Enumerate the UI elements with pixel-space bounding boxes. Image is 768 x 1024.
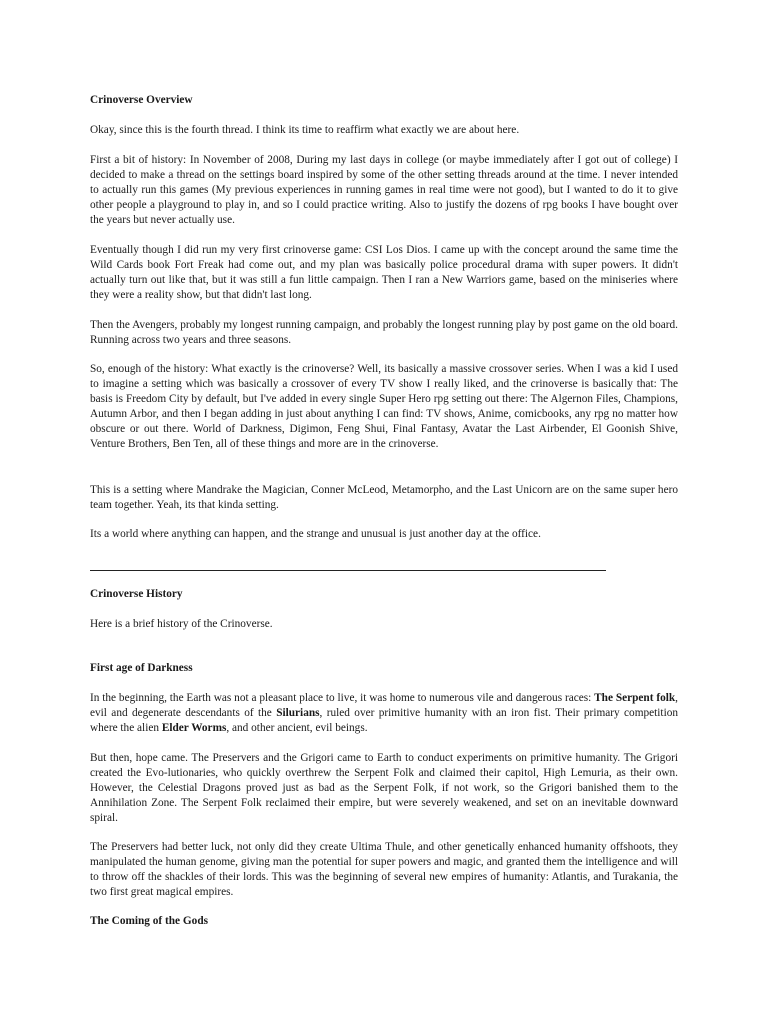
first-age-paragraph-2: But then, hope came. The Preservers and the Grigori came to Earth to conduct experiments on primitive humanity. The Grigori created the Evo-lutionaries, who quickly overthrew the Serpent Folk and claimed their capitol, High Lemuria, as their own. However, the Celestial Dragons proved just as bad as the Serpent Folk, if not work, so the Grigori banished them to the Annihilation Zone. The Serpent Folk reclaimed their empire, but were severely weakened, and set on an inevitable downward spiral. <box>90 752 678 824</box>
section-divider <box>90 570 606 571</box>
overview-paragraph-1: Okay, since this is the fourth thread. I think its time to reaffirm what exactly we are about here. <box>90 124 520 136</box>
serpent-folk-term: The Serpent folk <box>594 692 676 704</box>
first-age-p1-text-e: , and other ancient, evil beings. <box>226 722 368 734</box>
overview-paragraph-2: First a bit of history: In November of 2008, During my last days in college (or maybe immediately after I got out of college) I decided to make a thread on the settings board inspired by some of the other setting threads around at the time. I never intended to actually run this games (My previous experiences in running games in real time were not good), but I wanted to do it to give other people a playground to play in, and so I could practice writing. Also to justify the dozens of rpg books I have bought over the years but never actually use. <box>90 154 678 226</box>
overview-paragraph-4: Then the Avengers, probably my longest running campaign, and probably the longest running play by post game on the old board. Running across two years and three seasons. <box>90 319 678 346</box>
elder-worms-term: Elder Worms <box>161 722 227 734</box>
history-heading: Crinoverse History <box>90 588 183 600</box>
history-paragraph-1: Here is a brief history of the Crinoverse. <box>90 618 273 630</box>
first-age-paragraph-1 <box>90 691 678 736</box>
first-age-paragraph-3: The Preservers had better luck, not only did they create Ultima Thule, and other genetically enhanced humanity offshoots, they manipulated the human genome, giving man the potential for super powers and magic, and granted them the intelligence and will to throw off the shackles of their lords. This was the beginning of several new empires of humanity: Atlantis, and Turakania, the two first great magical empires. <box>90 841 678 898</box>
coming-of-gods-heading: The Coming of the Gods <box>90 915 208 927</box>
first-age-p1-text-c: , evil and degenerate descendants of the <box>90 692 678 719</box>
silurians-term: Silurians <box>276 707 320 719</box>
overview-paragraph-7: Its a world where anything can happen, and the strange and unusual is just another day at the office. <box>90 528 541 540</box>
overview-heading: Crinoverse Overview <box>90 94 193 106</box>
first-age-p1-text-a: In the beginning, the Earth was not a pleasant place to live, it was home to numerous vile and dangerous races: <box>90 692 595 704</box>
overview-paragraph-3: Eventually though I did run my very first crinoverse game: CSI Los Dios. I came up with the concept around the same time the Wild Cards book Fort Freak had come out, and my plan was basically police procedural drama with super powers. It didn't actually turn out like that, but it was still a fun little campaign. Then I ran a New Warriors game, based on the miniseries where they were a reality show, but that didn't last long. <box>90 244 678 301</box>
overview-paragraph-6: This is a setting where Mandrake the Magician, Conner McLeod, Metamorpho, and the Last Unicorn are on the same super hero team together. Yeah, its that kinda setting. <box>90 484 678 511</box>
first-age-heading: First age of Darkness <box>90 662 193 674</box>
first-age-p1-text-d: , ruled over primitive humanity with an iron fist. Their primary competition where the alien <box>90 707 679 734</box>
overview-paragraph-5: So, enough of the history: What exactly is the crinoverse? Well, its basically a massive crossover series. When I was a kid I used to imagine a setting which was basically a crossover of every TV show I really liked, and the crinoverse is basically that: The basis is Freedom City by default, but I've added in every single Super Hero rpg setting out there: The Algernon Files, Champions, Autumn Arbor, and then I began adding in just about anything I can find: TV shows, Anime, comicbooks, any rpg no matter how obscure or out there. World of Darkness, Digimon, Feng Shui, Final Fantasy, Avatar the Last Airbender, El Goonish Shive, Venture Brothers, Ben Ten, all of these things and more are in the crinoverse. <box>90 363 678 450</box>
